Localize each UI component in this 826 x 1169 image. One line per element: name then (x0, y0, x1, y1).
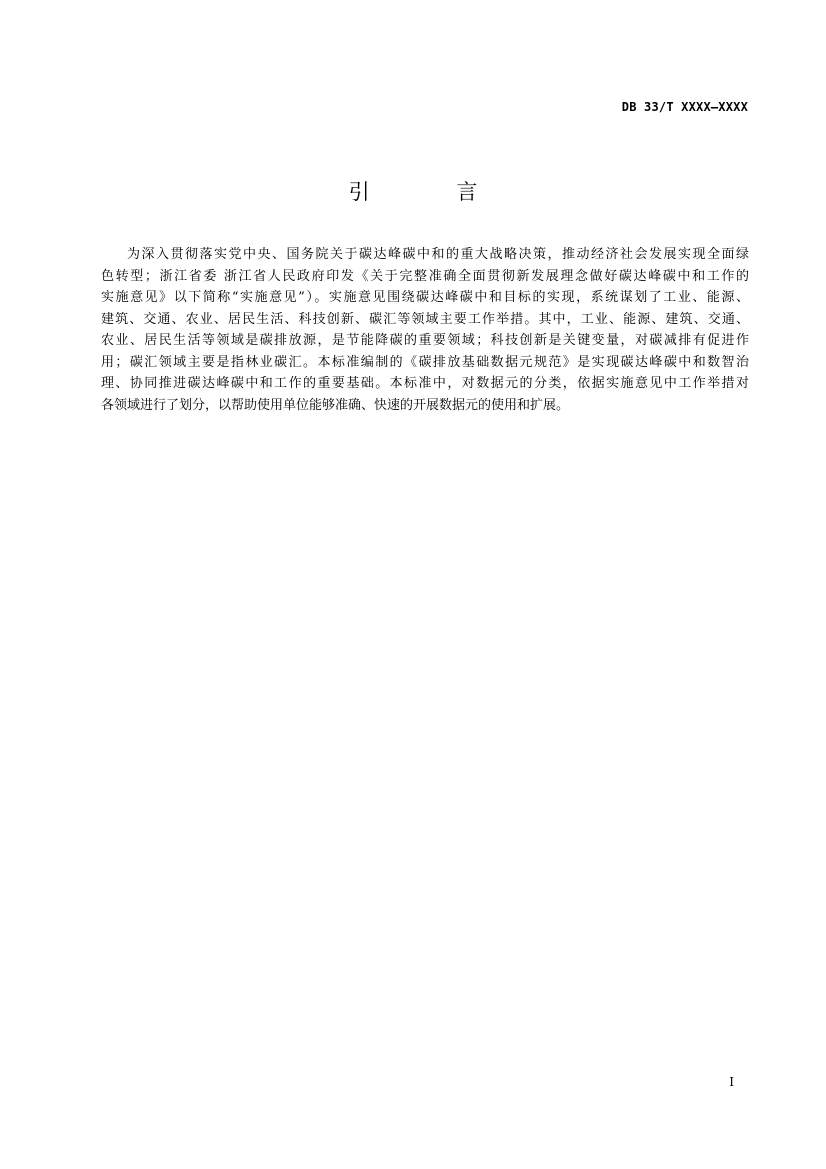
page-number: I (729, 1075, 734, 1089)
paragraph-line: 色转型；浙江省委 浙江省人民政府印发《关于完整准确全面贯彻新发展理念做好碳达峰碳中和工作的 (101, 268, 749, 284)
paragraph-line: 各领域进行了划分，以帮助使用单位能够准确、快速的开展数据元的使用和扩展。 (101, 397, 570, 413)
paragraph-line: 理、协同推进碳达峰碳中和工作的重要基础。本标准中，对数据元的分类，依据实施意见中工作举措对 (101, 376, 749, 391)
paragraph-line: 实施意见》以下简称“实施意见”）。实施意见围绕碳达峰碳中和目标的实现，系统谋划了工业、能源、 (101, 290, 749, 305)
document-code: DB 33/T XXXX—XXXX (621, 100, 748, 114)
introduction-paragraph (101, 244, 749, 416)
paragraph-line: 为深入贯彻落实党中央、国务院关于碳达峰碳中和的重大战略决策，推动经济社会发展实现全面绿 (127, 247, 749, 262)
paragraph-line: 农业、居民生活等领域是碳排放源，是节能降碳的重要领域；科技创新是关键变量，对碳减排有促进作 (101, 333, 749, 348)
section-title: 引 言 (348, 180, 518, 204)
paragraph-line: 用；碳汇领域主要是指林业碳汇。本标准编制的《碳排放基础数据元规范》是实现碳达峰碳中和数智治 (101, 354, 749, 370)
paragraph-line: 建筑、交通、农业、居民生活、科技创新、碳汇等领域主要工作举措。其中，工业、能源、建筑、交通、 (101, 311, 749, 327)
